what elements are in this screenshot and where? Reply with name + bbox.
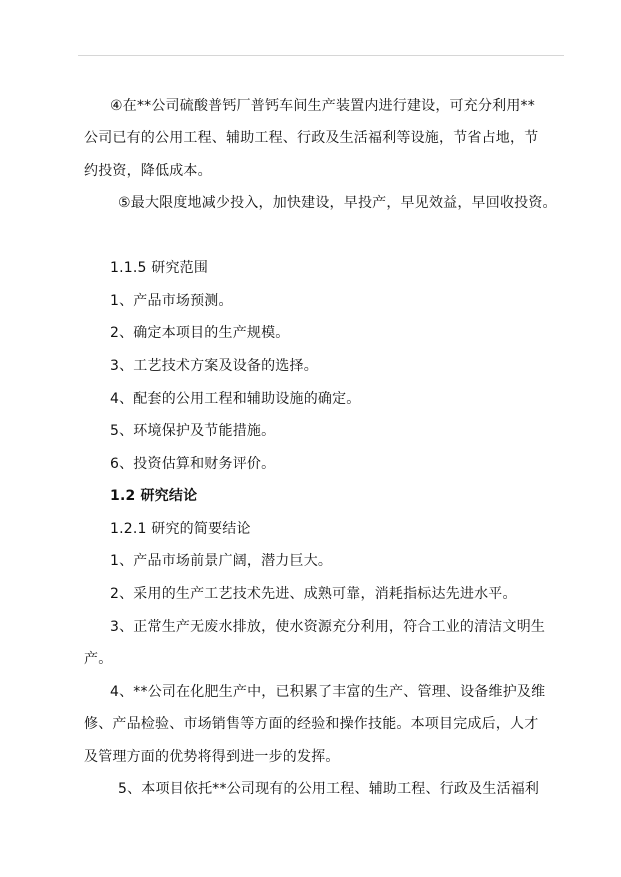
section-1-2-heading: 1.2 研究结论 <box>110 488 198 504</box>
conclusion-item-3-line2: 产。 <box>84 651 113 667</box>
conclusion-item-4-line3: 及管理方面的优势将得到进一步的发挥。 <box>84 749 340 765</box>
para4-line1: ④在**公司硫酸普钙厂普钙车间生产装置内进行建设，可充分利用** <box>110 98 535 114</box>
para4-line2: 公司已有的公用工程、辅助工程、行政及生活福利等设施，节省占地，节 <box>84 130 539 146</box>
conclusion-item-4-line1: 4、**公司在化肥生产中，已积累了丰富的生产、管理、设备维护及维 <box>110 684 546 700</box>
section-1-1-5-heading: 1.1.5 研究范围 <box>110 260 209 276</box>
para5: ⑤最大限度地减少投入，加快建设，早投产，早见效益，早回收投资。 <box>118 195 557 211</box>
scope-item-2: 2、确定本项目的生产规模。 <box>110 325 290 341</box>
para4-line3: 约投资，降低成本。 <box>84 163 212 179</box>
scope-item-1: 1、产品市场预测。 <box>110 293 233 309</box>
conclusion-item-5-line1: 5、本项目依托**公司现有的公用工程、辅助工程、行政及生活福利 <box>118 781 540 797</box>
conclusion-item-4-line2: 修、产品检验、市场销售等方面的经验和操作技能。本项目完成后，人才 <box>84 716 539 732</box>
scope-item-4: 4、配套的公用工程和辅助设施的确定。 <box>110 391 361 407</box>
header-rule <box>78 55 564 56</box>
section-1-2-1-heading: 1.2.1 研究的简要结论 <box>110 521 251 537</box>
scope-item-6: 6、投资估算和财务评价。 <box>110 456 276 472</box>
scope-item-5: 5、环境保护及节能措施。 <box>110 423 276 439</box>
conclusion-item-3-line1: 3、正常生产无废水排放，使水资源充分利用，符合工业的清洁文明生 <box>110 619 546 635</box>
scope-item-3: 3、工艺技术方案及设备的选择。 <box>110 358 318 374</box>
conclusion-item-2: 2、采用的生产工艺技术先进、成熟可靠，消耗指标达先进水平。 <box>110 586 517 602</box>
conclusion-item-1: 1、产品市场前景广阔，潜力巨大。 <box>110 553 333 569</box>
